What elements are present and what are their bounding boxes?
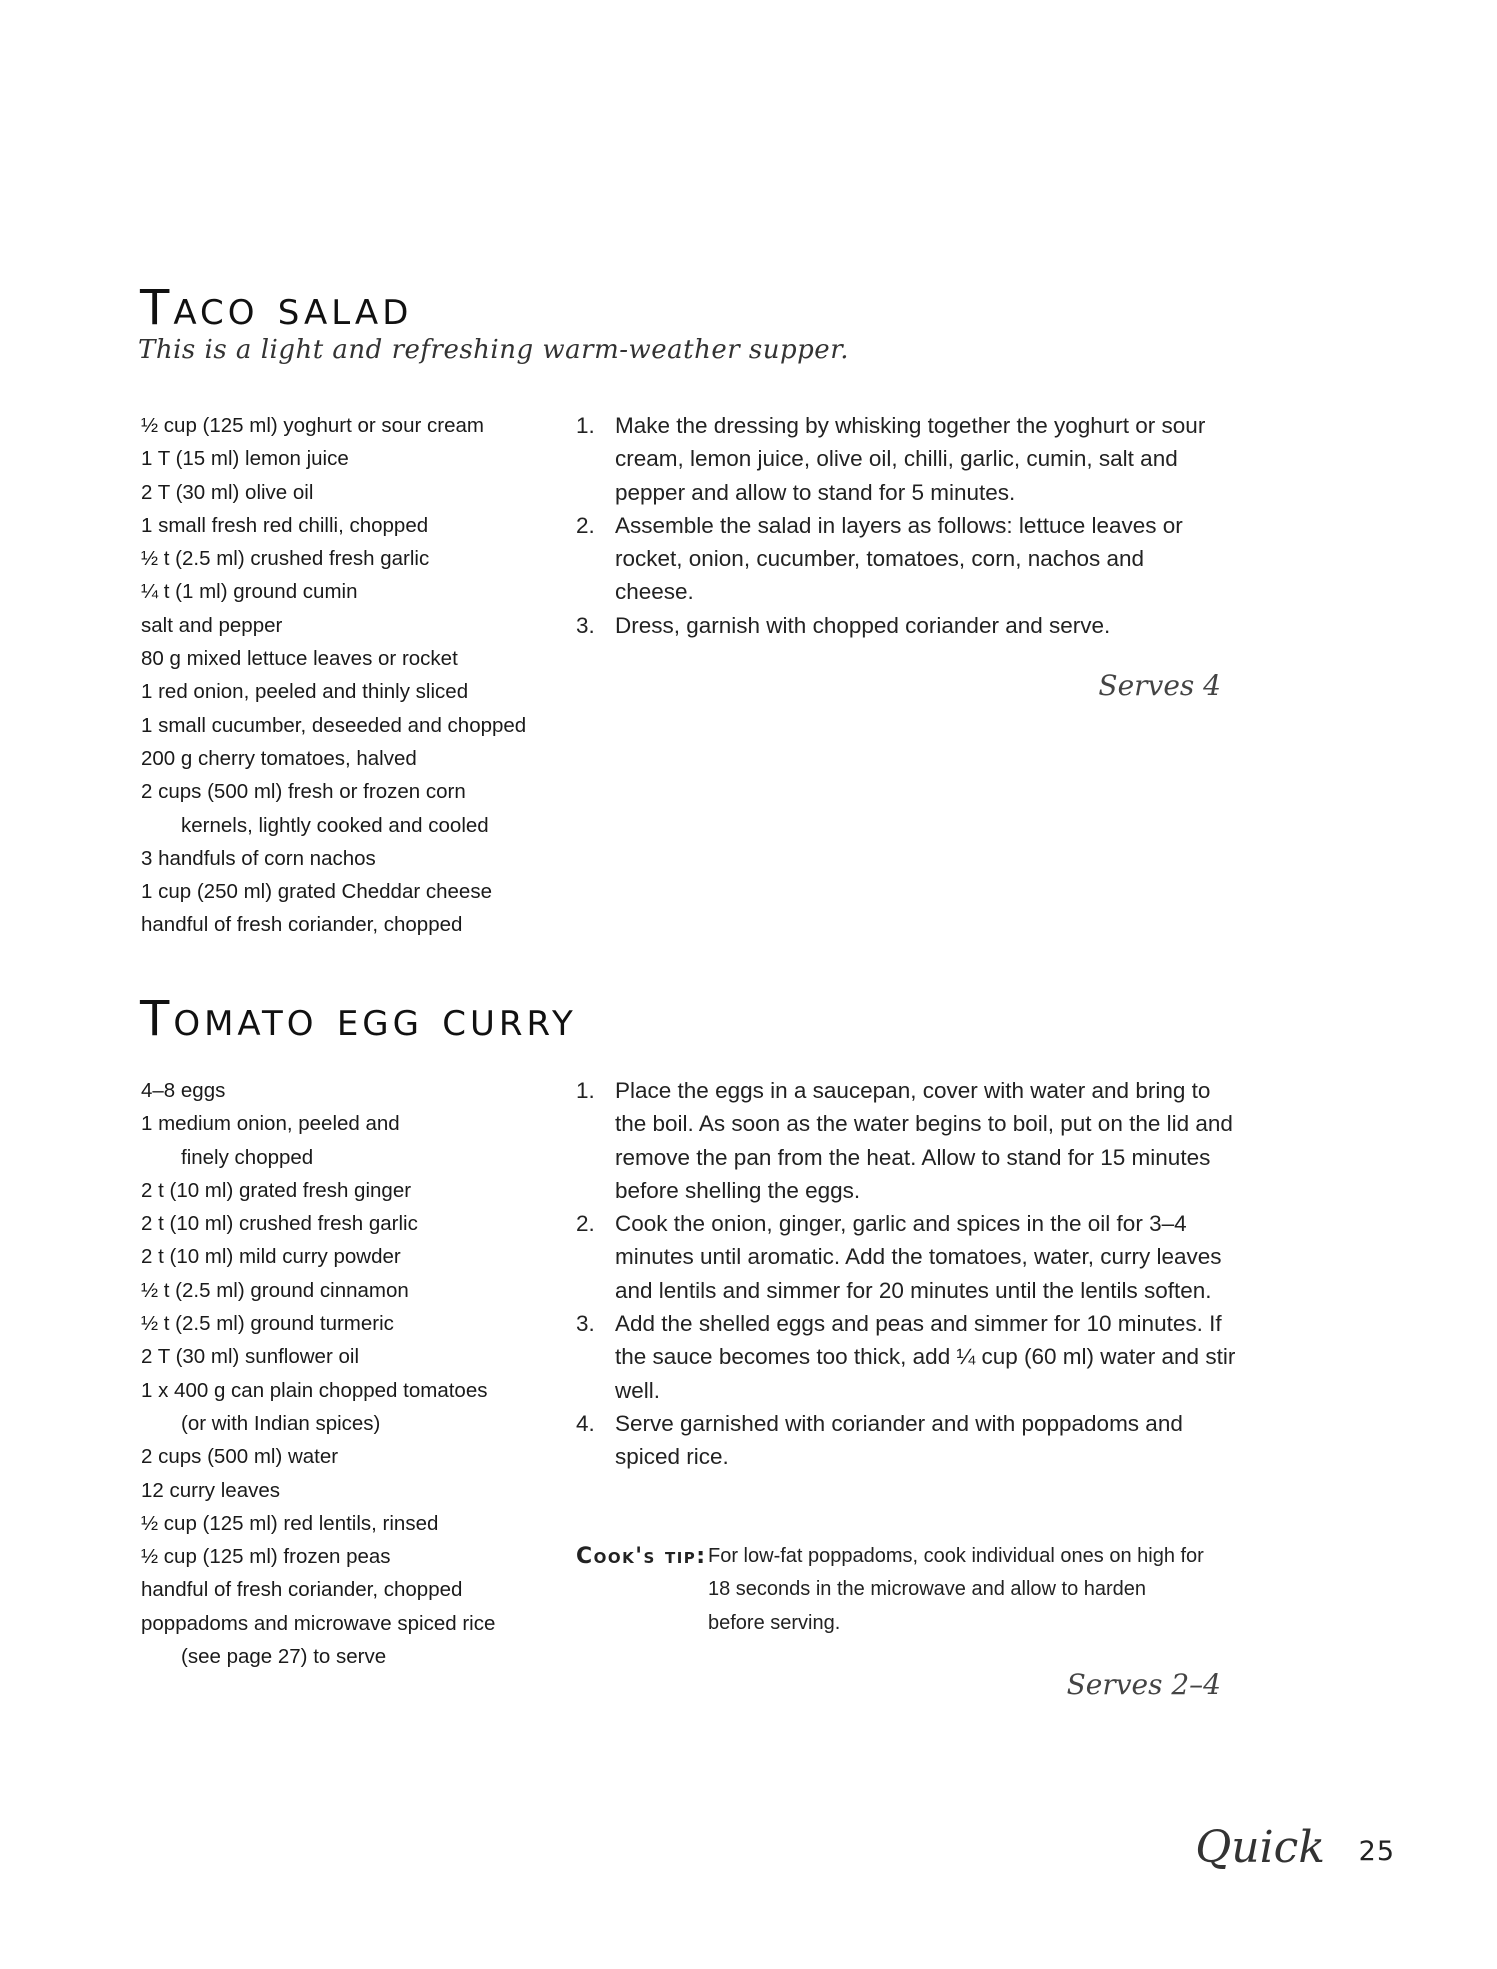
ingredient-item: 200 g cherry tomatoes, halved [141,746,417,770]
step-text: Dress, garnish with chopped coriander and serve. [615,612,1111,638]
ingredient-item: poppadoms and microwave spiced rice [141,1611,496,1635]
step-text: Make the dressing by whisking together the yoghurt or sour cream, lemon juice, olive oil, chilli, garlic, cumin, salt and pepper and allow to stand for 5 minutes. [615,413,1206,505]
ingredient-item: 1 T (15 ml) lemon juice [141,447,349,471]
ingredient-item: 2 t (10 ml) mild curry powder [141,1245,401,1269]
method-step [576,1207,1236,1307]
ingredient-item: 2 cups (500 ml) water [141,1445,339,1469]
method-step [576,609,1216,642]
ingredient-item: ¼ t (1 ml) ground cumin [141,580,358,604]
step-number: 2. [576,512,595,538]
recipe-title: Tomato egg curry [140,991,577,1047]
ingredient-list [141,409,526,942]
ingredient-item: salt and pepper [141,613,283,637]
section-name: Quick [1195,1822,1325,1873]
serves-label: Serves 2–4 [1066,1668,1221,1701]
ingredient-item: 1 cup (250 ml) grated Cheddar cheese [141,880,492,904]
ingredient-item: 2 t (10 ml) crushed fresh garlic [141,1212,418,1236]
step-text: Cook the onion, ginger, garlic and spices in the oil for 3–4 minutes until aromatic. Add the tomatoes, water, curry leaves and lentils and simmer for 20 minutes until the lentils soften. [615,1211,1222,1303]
cooks-tip-label: Cook's tip: [576,1544,707,1569]
step-number: 3. [576,612,595,638]
ingredient-item: ½ cup (125 ml) yoghurt or sour cream [141,414,484,437]
ingredient-item: 4–8 eggs [141,1079,226,1102]
cooks-tip-text: For low-fat poppadoms, cook individual ones on high for 18 seconds in the microwave and allow to harden before serving. [708,1545,1204,1634]
ingredient-item: ½ cup (125 ml) frozen peas [141,1545,391,1569]
method-step [576,1307,1236,1407]
ingredient-list [141,1074,495,1673]
page-number: 25 [1358,1836,1395,1867]
ingredient-item: 2 T (30 ml) olive oil [141,480,314,504]
ingredient-item: ½ t (2.5 ml) ground cinnamon [141,1278,409,1302]
ingredient-item: 3 handfuls of corn nachos [141,846,376,870]
ingredient-item: (or with Indian spices) [181,1411,381,1435]
ingredient-item: handful of fresh coriander, chopped [141,1578,463,1602]
ingredient-item: 2 t (10 ml) grated fresh ginger [141,1178,412,1202]
ingredient-item: 1 red onion, peeled and thinly sliced [141,680,469,704]
method-step [576,509,1216,609]
ingredient-item: 12 curry leaves [141,1478,281,1502]
step-number: 2. [576,1211,595,1237]
step-text: Serve garnished with coriander and with poppadoms and spiced rice. [615,1410,1183,1470]
ingredient-item: 1 small fresh red chilli, chopped [141,513,429,537]
ingredient-item: ½ t (2.5 ml) ground turmeric [141,1312,394,1336]
step-number: 3. [576,1311,595,1337]
ingredient-item: 1 x 400 g can plain chopped tomatoes [141,1378,488,1402]
method-step [576,1407,1236,1474]
step-text: Assemble the salad in layers as follows: lettuce leaves or rocket, onion, cucumber, tomatoes, corn, nachos and cheese. [615,512,1183,605]
ingredient-item: 2 cups (500 ml) fresh or frozen corn [141,780,466,804]
ingredient-item: finely chopped [181,1145,314,1169]
step-number: 1. [576,413,595,438]
method-step [576,1074,1236,1207]
ingredient-item: kernels, lightly cooked and cooled [181,813,489,837]
step-text: Add the shelled eggs and peas and simmer for 10 minutes. If the sauce becomes too thick, add ¼ cup (60 ml) water and stir well. [615,1311,1236,1403]
step-number: 1. [576,1078,595,1103]
ingredient-item: 1 small cucumber, deseeded and chopped [141,713,527,737]
ingredient-item: ½ t (2.5 ml) crushed fresh garlic [141,547,430,571]
method-step [576,409,1216,509]
recipe-subtitle: This is a light and refreshing warm-weather supper. [138,335,850,365]
ingredient-item: 80 g mixed lettuce leaves or rocket [141,647,458,671]
ingredient-item: (see page 27) to serve [181,1645,387,1669]
ingredient-item: ½ cup (125 ml) red lentils, rinsed [141,1511,439,1535]
ingredient-item: 2 T (30 ml) sunflower oil [141,1345,359,1369]
step-number: 4. [576,1410,595,1436]
recipe-title: Taco salad [140,280,413,336]
step-text: Place the eggs in a saucepan, cover with water and bring to the boil. As soon as the water begins to boil, put on the lid and remove the pan from the heat. Allow to stand for 15 minutes before shelling the eggs. [615,1078,1233,1203]
method-list [576,1074,1236,1474]
ingredient-item: 1 medium onion, peeled and [141,1112,400,1136]
method-list [576,409,1216,642]
serves-label: Serves 4 [1098,669,1221,702]
ingredient-item: handful of fresh coriander, chopped [141,913,463,937]
